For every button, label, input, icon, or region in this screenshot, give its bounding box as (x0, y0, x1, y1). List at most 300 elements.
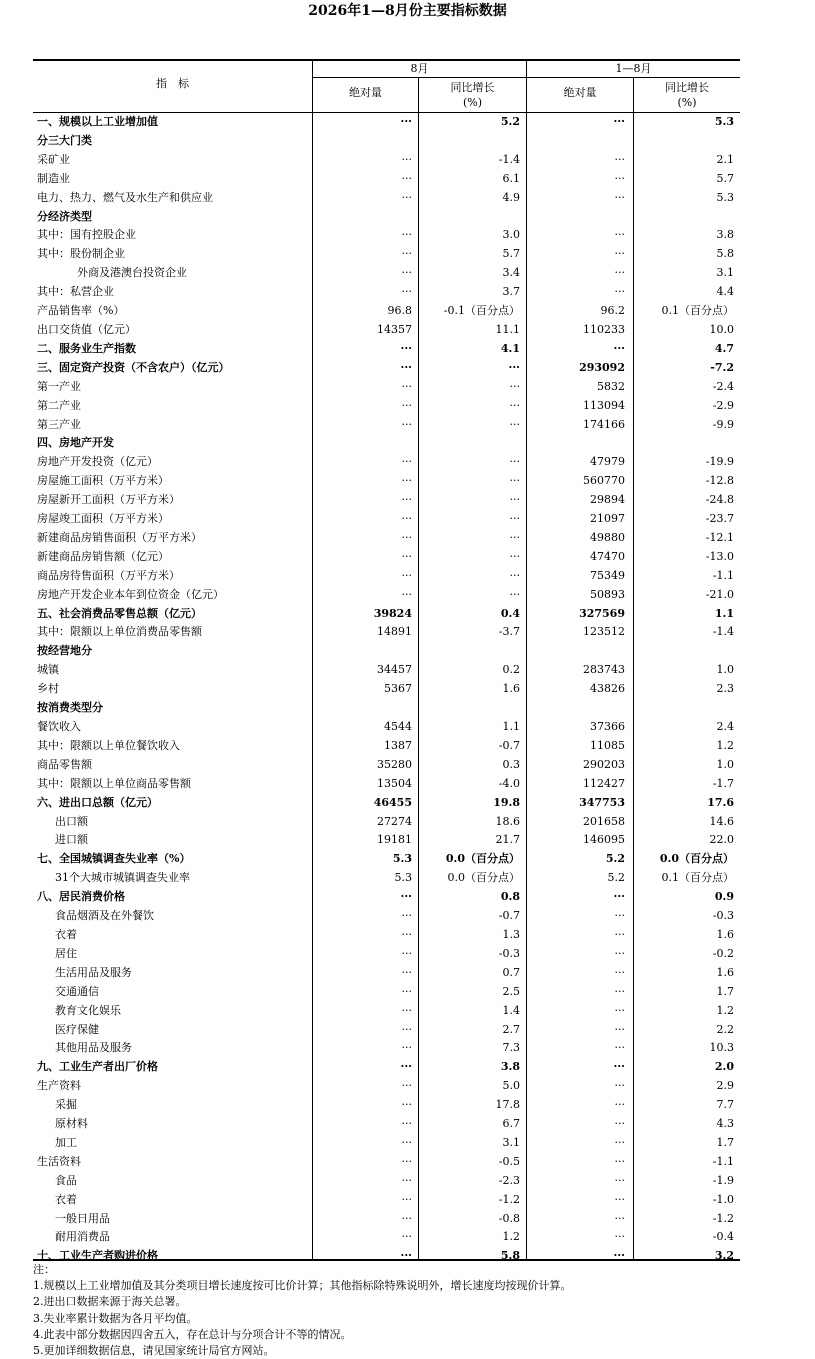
cumulative-absolute-value: ··· (614, 927, 625, 941)
cumulative-yoy-value: 22.0 (709, 833, 734, 847)
table-row (33, 869, 740, 888)
cumulative-yoy-value: 1.6 (716, 927, 734, 941)
month-yoy-value: ··· (509, 568, 520, 582)
cumulative-absolute-value: 290203 (583, 757, 625, 771)
row-label: 餐饮收入 (37, 720, 81, 733)
cumulative-yoy-value: -12.8 (705, 474, 734, 488)
month-yoy-value: 0.0（百分点） (445, 852, 520, 866)
cumulative-absolute-value: ··· (614, 1230, 625, 1244)
month-absolute-value: ··· (401, 909, 412, 923)
month-absolute-value: 27274 (377, 814, 412, 828)
month-absolute-value: ··· (401, 493, 412, 507)
month-yoy-value: -3.7 (498, 625, 520, 639)
table-row (33, 302, 740, 321)
note-item: 3.失业率累计数据为各月平均值。 (33, 1311, 198, 1325)
cumulative-absolute-value: ··· (613, 341, 625, 355)
month-absolute-value: 96.8 (387, 304, 412, 318)
row-label: 其中：限额以上单位消费品零售额 (37, 625, 202, 639)
cumulative-absolute-value: 146095 (583, 833, 625, 847)
month-yoy-value: 3.7 (502, 285, 520, 299)
cumulative-yoy-value: 0.1（百分点） (661, 871, 734, 885)
table-row (33, 113, 740, 132)
cumulative-absolute-value: ··· (614, 1079, 625, 1093)
cumulative-absolute-value: ··· (614, 984, 625, 998)
table-row (33, 416, 740, 435)
cumulative-absolute-value: 43826 (590, 682, 625, 696)
month-yoy-value: 0.8 (500, 890, 520, 904)
cumulative-yoy-value: -24.8 (705, 493, 734, 507)
cumulative-yoy-value: 1.0 (716, 757, 734, 771)
cumulative-yoy-value (633, 132, 734, 151)
cumulative-absolute-value: 5.2 (607, 871, 625, 885)
month-yoy-value: 3.0 (502, 228, 520, 242)
table-row (33, 132, 740, 151)
cumulative-yoy-value: -1.4 (712, 625, 734, 639)
table-row (33, 359, 740, 378)
month-yoy-value: 1.2 (502, 1230, 520, 1244)
cumulative-absolute-value: 37366 (590, 720, 625, 733)
month-absolute-value: ··· (401, 927, 412, 941)
cumulative-absolute-value: ··· (614, 247, 625, 261)
row-label: 按消费类型分 (37, 701, 103, 715)
table-row (33, 1210, 740, 1229)
month-yoy-value: 2.7 (502, 1022, 520, 1036)
cumulative-yoy-value: -23.7 (705, 512, 734, 526)
month-yoy-value: ··· (509, 417, 520, 431)
row-label: 房屋竣工面积（万平方米） (37, 512, 169, 526)
month-absolute-value (312, 699, 412, 718)
row-label: 出口交货值（亿元） (37, 322, 136, 336)
month-absolute-value: 5.3 (394, 871, 412, 885)
cumulative-absolute-value: 560770 (583, 474, 625, 488)
cumulative-yoy-value: -2.4 (712, 379, 734, 393)
cumulative-absolute-value: 327569 (579, 606, 625, 620)
note-item: 4.此表中部分数据因四舍五入，存在总计与分项合计不等的情况。 (33, 1327, 352, 1341)
cumulative-absolute-value: ··· (614, 1192, 625, 1206)
header-yoy-label: 同比增长 (665, 81, 709, 94)
month-yoy-value: 6.7 (502, 1117, 520, 1131)
cumulative-yoy-value: 1.0 (716, 663, 734, 677)
table-row (33, 1077, 740, 1096)
header-yoy-unit: (%) (462, 96, 483, 109)
month-absolute-value: ··· (401, 379, 412, 393)
cumulative-yoy-value: 2.3 (716, 682, 734, 696)
row-label: 生活资料 (37, 1154, 81, 1168)
month-absolute-value: ··· (401, 530, 412, 544)
cumulative-yoy-value: 5.7 (716, 171, 734, 185)
row-label: 三、固定资产投资（不含农户）（亿元） (37, 360, 230, 374)
month-absolute-value: 14891 (377, 625, 412, 639)
cumulative-yoy-value: -19.9 (705, 455, 734, 469)
cumulative-yoy-value: 2.2 (716, 1022, 734, 1036)
month-yoy-value: 0.3 (502, 757, 520, 771)
month-absolute-value: ··· (401, 1098, 412, 1112)
month-absolute-value: ··· (400, 341, 412, 355)
table-row (33, 1002, 740, 1021)
table-row (33, 245, 740, 264)
cumulative-absolute-value: 113094 (583, 398, 625, 412)
cumulative-absolute-value: ··· (614, 1003, 625, 1017)
cumulative-yoy-value: -13.0 (705, 549, 734, 563)
month-yoy-value (418, 132, 520, 151)
note-item: 1.规模以上工业增加值及其分类项目增长速度按可比价计算；其他指标除特殊说明外，增长速度均按现价计算。 (33, 1279, 572, 1293)
month-absolute-value: ··· (400, 115, 412, 128)
month-yoy-value: ··· (509, 398, 520, 412)
table-row (33, 434, 740, 453)
cumulative-absolute-value: ··· (614, 1098, 625, 1112)
cumulative-yoy-value: -1.9 (712, 1173, 734, 1187)
month-absolute-value: ··· (401, 398, 412, 412)
month-yoy-value: -0.1（百分点） (443, 304, 520, 318)
table-row (33, 226, 740, 245)
table-row (33, 850, 740, 869)
row-label: 其他用品及服务 (55, 1041, 132, 1055)
month-yoy-value: 18.6 (495, 814, 520, 828)
table-row (33, 491, 740, 510)
row-label: 其中：股份制企业 (37, 247, 125, 261)
notes-heading: 注： (33, 1263, 55, 1276)
month-absolute-value: ··· (401, 1192, 412, 1206)
cumulative-yoy-value (633, 642, 734, 661)
row-label: 十、工业生产者购进价格 (37, 1249, 158, 1263)
cumulative-absolute-value: ··· (614, 266, 625, 280)
row-label: 四、房地产开发 (37, 436, 114, 450)
row-label: 房地产开发企业本年到位资金（亿元） (37, 587, 224, 601)
month-yoy-value (418, 434, 520, 453)
header-yoy-label: 同比增长 (450, 81, 495, 94)
month-absolute-value: ··· (401, 417, 412, 431)
row-label: 分经济类型 (37, 209, 92, 223)
table-row (33, 1172, 740, 1191)
month-yoy-value: 0.0（百分点） (447, 871, 520, 885)
table-row (33, 378, 740, 397)
table-row (33, 548, 740, 567)
month-absolute-value: 5367 (384, 682, 412, 696)
month-absolute-value: ··· (401, 1230, 412, 1244)
table-row (33, 1153, 740, 1172)
month-yoy-value: 3.1 (502, 1135, 520, 1149)
month-absolute-value: ··· (401, 1079, 412, 1093)
row-label: 二、服务业生产指数 (37, 341, 136, 355)
cumulative-yoy-value: 10.0 (709, 322, 734, 336)
month-absolute-value: ··· (401, 568, 412, 582)
cumulative-absolute-value: 123512 (583, 625, 625, 639)
row-label: 第三产业 (37, 417, 81, 431)
month-absolute-value: ··· (401, 965, 412, 979)
cumulative-yoy-value: -1.1 (712, 1154, 734, 1168)
cumulative-yoy-value: -9.9 (712, 417, 734, 431)
month-yoy-value: -0.3 (498, 946, 520, 960)
month-absolute-value: ··· (400, 360, 412, 374)
month-absolute-value: 34457 (377, 663, 412, 677)
table-row (33, 1134, 740, 1153)
month-yoy-value: -0.7 (498, 738, 520, 752)
month-yoy-value: 21.7 (495, 833, 520, 847)
month-yoy-value: 0.4 (500, 606, 520, 620)
row-label: 第一产业 (37, 379, 81, 393)
cumulative-absolute-value: 75349 (590, 568, 625, 582)
row-label: 制造业 (37, 171, 70, 185)
table-row (33, 283, 740, 302)
cumulative-absolute-value: ··· (613, 115, 625, 128)
row-label: 教育文化娱乐 (55, 1003, 121, 1017)
table-row (33, 1115, 740, 1134)
row-label: 乡村 (37, 682, 59, 696)
cumulative-absolute-value: 112427 (583, 776, 625, 790)
cumulative-absolute-value (526, 434, 625, 453)
cumulative-yoy-value: 1.7 (716, 984, 734, 998)
month-yoy-value: -2.3 (498, 1173, 520, 1187)
month-absolute-value: ··· (400, 1060, 412, 1074)
cumulative-yoy-value: 0.9 (714, 890, 734, 904)
table-row (33, 510, 740, 529)
cumulative-absolute-value: 5832 (597, 379, 625, 393)
month-yoy-value (418, 699, 520, 718)
month-absolute-value: ··· (401, 946, 412, 960)
month-yoy-value: 4.1 (500, 341, 520, 355)
table-row (33, 189, 740, 208)
row-label: 衣着 (55, 1192, 77, 1206)
cumulative-absolute-value: 5.2 (605, 852, 625, 866)
cumulative-absolute-value: ··· (614, 228, 625, 242)
row-label: 其中：限额以上单位餐饮收入 (37, 738, 180, 752)
month-absolute-value: ··· (401, 474, 412, 488)
cumulative-absolute-value: 47470 (590, 549, 625, 563)
table-row (33, 623, 740, 642)
cumulative-absolute-value: 96.2 (600, 304, 625, 318)
cumulative-absolute-value: ··· (614, 965, 625, 979)
cumulative-yoy-value: 10.3 (709, 1041, 734, 1055)
month-yoy-value: ··· (509, 512, 520, 526)
row-label: 生活用品及服务 (55, 965, 132, 979)
cumulative-yoy-value: 2.9 (716, 1079, 734, 1093)
month-absolute-value: ··· (401, 266, 412, 280)
cumulative-yoy-value: -2.9 (712, 398, 734, 412)
month-absolute-value: ··· (401, 1022, 412, 1036)
month-yoy-value: -4.0 (498, 776, 520, 790)
row-label: 食品烟酒及在外餐饮 (55, 909, 154, 923)
row-label: 第二产业 (37, 398, 81, 412)
month-yoy-value: 6.1 (502, 171, 520, 185)
month-absolute-value: ··· (401, 190, 412, 204)
month-absolute-value: ··· (401, 1211, 412, 1225)
row-label: 按经营地分 (37, 644, 92, 658)
month-absolute-value: ··· (401, 1117, 412, 1131)
note-item: 5.更加详细数据信息，请见国家统计局官方网站。 (33, 1344, 275, 1358)
row-label: 交通通信 (55, 984, 99, 998)
row-label: 生产资料 (37, 1079, 81, 1093)
table-row (33, 794, 740, 813)
cumulative-absolute-value: ··· (614, 946, 625, 960)
cumulative-absolute-value: ··· (614, 1135, 625, 1149)
table-row (33, 775, 740, 794)
cumulative-yoy-value: -1.7 (712, 776, 734, 790)
month-yoy-value: ··· (509, 530, 520, 544)
month-yoy-value: 5.7 (502, 247, 520, 261)
cumulative-absolute-value: ··· (614, 1117, 625, 1131)
row-label: 外商及港澳台投资企业 (77, 266, 187, 280)
cumulative-yoy-value: 2.1 (716, 152, 734, 166)
header-cumulative-absolute: 绝对量 (563, 86, 597, 99)
month-absolute-value (312, 208, 412, 227)
month-yoy-value: -1.4 (498, 152, 520, 166)
row-label: 采掘 (55, 1098, 77, 1112)
month-absolute-value: ··· (400, 890, 412, 904)
cumulative-absolute-value: 50893 (590, 587, 625, 601)
cumulative-yoy-value: 7.7 (716, 1098, 734, 1112)
month-yoy-value: ··· (509, 493, 520, 507)
cumulative-absolute-value: 283743 (583, 663, 625, 677)
month-yoy-value: 1.1 (502, 720, 520, 733)
month-absolute-value: ··· (401, 1003, 412, 1017)
row-label: 一般日用品 (55, 1211, 110, 1225)
cumulative-absolute-value: ··· (614, 190, 625, 204)
month-absolute-value (312, 132, 412, 151)
month-yoy-value: ··· (508, 360, 520, 374)
month-absolute-value: ··· (400, 1249, 412, 1263)
month-absolute-value: ··· (401, 512, 412, 526)
month-yoy-value: 19.8 (493, 795, 520, 809)
row-label: 耐用消费品 (55, 1230, 110, 1244)
row-label: 医疗保健 (55, 1022, 99, 1036)
cumulative-absolute-value: ··· (614, 285, 625, 299)
cumulative-yoy-value: 17.6 (707, 795, 734, 809)
row-label: 其中：限额以上单位商品零售额 (37, 776, 191, 790)
row-label: 31个大城市城镇调查失业率 (55, 871, 190, 885)
table-row (33, 964, 740, 983)
row-label: 出口额 (55, 814, 88, 828)
table-row (33, 472, 740, 491)
table-row (33, 1021, 740, 1040)
cumulative-absolute-value: 174166 (583, 417, 625, 431)
month-absolute-value: ··· (401, 587, 412, 601)
cumulative-yoy-value: 2.4 (716, 720, 734, 733)
month-absolute-value: ··· (401, 549, 412, 563)
month-absolute-value: 4544 (384, 720, 412, 733)
month-absolute-value: ··· (401, 171, 412, 185)
cumulative-yoy-value: 5.8 (716, 247, 734, 261)
month-yoy-value: 1.3 (502, 927, 520, 941)
month-yoy-value: 5.8 (500, 1249, 520, 1263)
month-yoy-value: 4.9 (502, 190, 520, 204)
table-row (33, 1096, 740, 1115)
row-label: 其中：国有控股企业 (37, 228, 136, 242)
cumulative-yoy-value: -12.1 (705, 530, 734, 544)
footnotes (33, 1262, 793, 1359)
row-label: 九、工业生产者出厂价格 (37, 1060, 158, 1074)
row-label: 七、全国城镇调查失业率（%） (37, 852, 191, 866)
cumulative-absolute-value: ··· (614, 1154, 625, 1168)
month-yoy-value (418, 642, 520, 661)
table-row (33, 983, 740, 1002)
cumulative-absolute-value: 29894 (590, 493, 625, 507)
cumulative-yoy-value: 4.3 (716, 1117, 734, 1131)
row-label: 原材料 (55, 1117, 88, 1131)
row-label: 采矿业 (37, 152, 70, 166)
month-absolute-value: ··· (401, 1173, 412, 1187)
cumulative-absolute-value: ··· (614, 1041, 625, 1055)
cumulative-yoy-value: 2.0 (714, 1060, 734, 1074)
cumulative-absolute-value: ··· (614, 1022, 625, 1036)
month-absolute-value: 39824 (373, 606, 412, 620)
header-month: 8月 (410, 62, 429, 75)
cumulative-yoy-value: 1.6 (716, 965, 734, 979)
row-label: 城镇 (37, 663, 59, 677)
month-yoy-value: 5.0 (502, 1079, 520, 1093)
table-body (33, 113, 740, 1266)
row-label: 五、社会消费品零售总额（亿元） (37, 606, 202, 620)
month-absolute-value: 35280 (377, 757, 412, 771)
table-row (33, 586, 740, 605)
month-absolute-value: ··· (401, 152, 412, 166)
month-absolute-value: ··· (401, 1154, 412, 1168)
header-yoy-unit: (%) (677, 96, 697, 109)
header-cumulative-yoy (634, 78, 740, 114)
month-yoy-value: 3.8 (500, 1060, 520, 1074)
table-row (33, 661, 740, 680)
cumulative-yoy-value: 1.2 (716, 1003, 734, 1017)
month-yoy-value: ··· (509, 455, 520, 469)
cumulative-yoy-value: 5.3 (716, 190, 734, 204)
row-label: 居住 (55, 946, 77, 960)
cumulative-absolute-value: 21097 (590, 512, 625, 526)
table-row (33, 699, 740, 718)
table-row (33, 945, 740, 964)
row-label: 电力、热力、燃气及水生产和供应业 (37, 190, 213, 204)
row-label: 商品房待售面积（万平方米） (37, 568, 180, 582)
table-row (33, 831, 740, 850)
table-row (33, 907, 740, 926)
table-row (33, 718, 740, 737)
row-label: 新建商品房销售额（亿元） (37, 549, 169, 563)
row-label: 进口额 (55, 833, 88, 847)
cumulative-yoy-value: -21.0 (705, 587, 734, 601)
cumulative-yoy-value: 0.1（百分点） (661, 304, 734, 318)
table-row (33, 1039, 740, 1058)
cumulative-yoy-value: 5.3 (714, 115, 734, 128)
cumulative-absolute-value: 110233 (583, 322, 625, 336)
cumulative-absolute-value: ··· (613, 890, 625, 904)
month-absolute-value: 13504 (377, 776, 412, 790)
month-yoy-value: ··· (509, 474, 520, 488)
cumulative-yoy-value: -7.2 (710, 360, 734, 374)
row-label: 产品销售率（%） (37, 304, 125, 318)
table-row (33, 170, 740, 189)
month-yoy-value: 5.2 (500, 115, 520, 128)
month-yoy-value: 1.6 (502, 682, 520, 696)
table-row (33, 264, 740, 283)
month-yoy-value: ··· (509, 587, 520, 601)
cumulative-yoy-value: 4.4 (716, 285, 734, 299)
month-yoy-value: 11.1 (495, 322, 520, 336)
month-absolute-value: ··· (401, 984, 412, 998)
table-row (33, 208, 740, 227)
month-absolute-value: ··· (401, 285, 412, 299)
row-label: 新建商品房销售面积（万平方米） (37, 530, 202, 544)
cumulative-absolute-value: 47979 (590, 455, 625, 469)
cumulative-absolute-value: ··· (614, 152, 625, 166)
cumulative-yoy-value: -1.2 (712, 1211, 734, 1225)
table-row (33, 1191, 740, 1210)
row-label: 六、进出口总额（亿元） (37, 795, 158, 809)
note-item: 2.进出口数据来源于海关总署。 (33, 1295, 187, 1309)
cumulative-absolute-value: 347753 (579, 795, 625, 809)
month-absolute-value (312, 434, 412, 453)
cumulative-yoy-value: -0.4 (712, 1230, 734, 1244)
header-cumulative: 1—8月 (615, 62, 652, 75)
cumulative-absolute-value: ··· (614, 1173, 625, 1187)
row-label: 其中：私营企业 (37, 285, 114, 299)
